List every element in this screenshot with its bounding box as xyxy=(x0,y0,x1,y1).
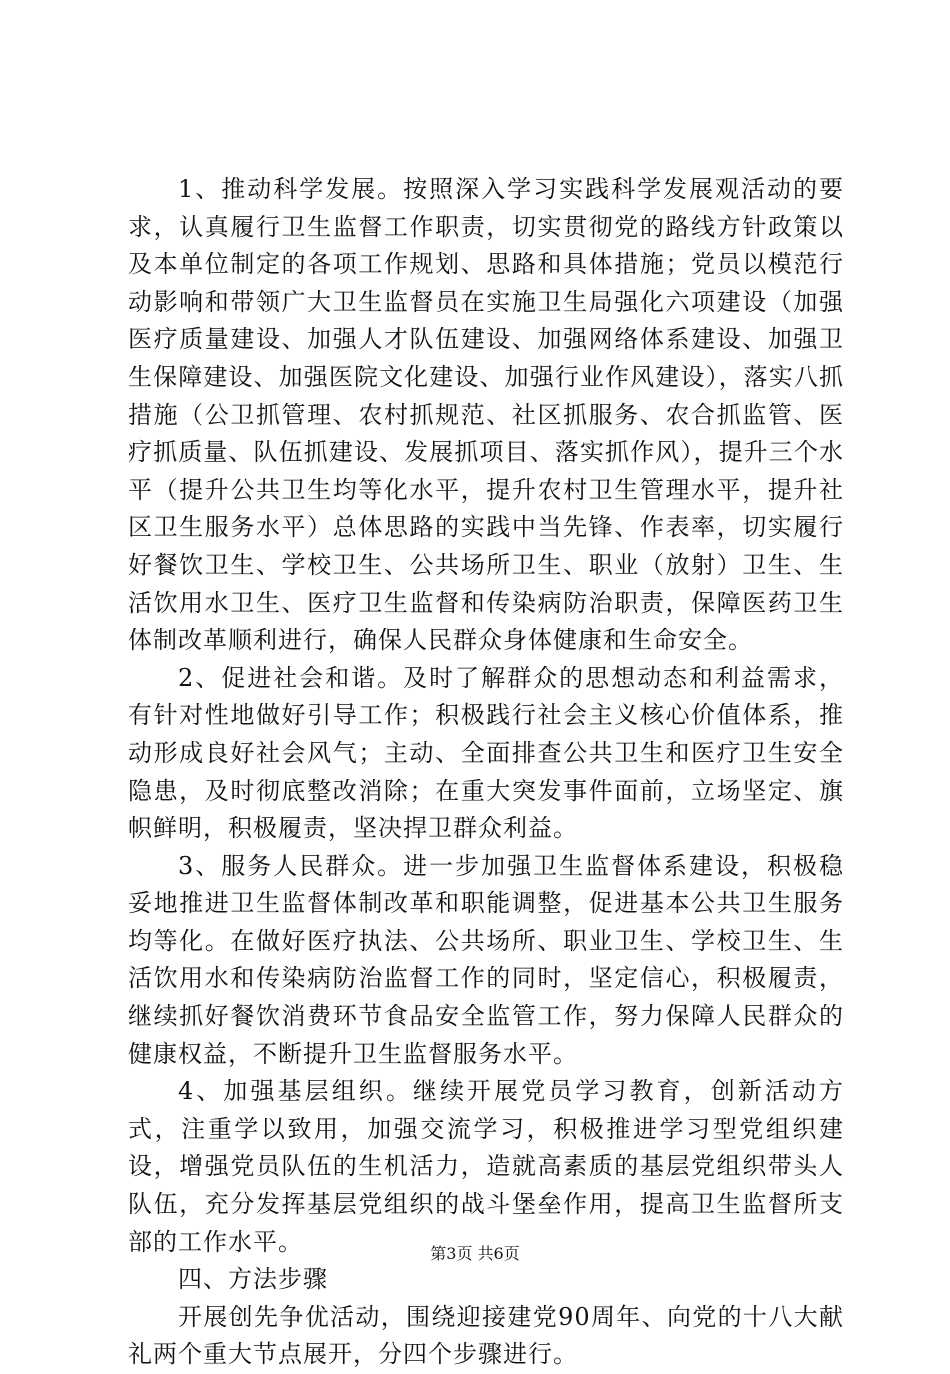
paragraph-activity-steps: 开展创先争优活动，围绕迎接建党90周年、向党的十八大献礼两个重大节点展开，分四个步骤进行。 xyxy=(128,1302,844,1369)
paragraph-serve-people: 3、服务人民群众。进一步加强卫生监督体系建设，积极稳妥地推进卫生监督体制改革和职能调整，促进基本公共卫生服务均等化。在做好医疗执法、公共场所、职业卫生、学校卫生、生活饮用水和传染病防治监督工作的同时，坚定信心，积极履责，继续抓好餐饮消费环节食品安全监管工作，努力保障人民群众的健康权益，不断提升卫生监督服务水平。 xyxy=(128,851,844,1068)
paragraph-strengthen-organization: 4、加强基层组织。继续开展党员学习教育，创新活动方式，注重学以致用，加强交流学习，积极推进学习型党组织建设，增强党员队伍的生机活力，造就高素质的基层党组织带头人队伍，充分发挥基层党组织的战斗堡垒作用，提高卫生监督所支部的工作水平。 xyxy=(128,1077,844,1256)
page-number-footer: 第3页 共6页 xyxy=(430,1244,520,1263)
paragraph-promote-harmony: 2、促进社会和谐。及时了解群众的思想动态和利益需求，有针对性地做好引导工作；积极践行社会主义核心价值体系，推动形成良好社会风气；主动、全面排查公共卫生和医疗卫生安全隐患，及时彻底整改消除；在重大突发事件面前，立场坚定、旗帜鲜明，积极履责，坚决捍卫群众利益。 xyxy=(128,663,844,843)
document-body xyxy=(128,171,844,1374)
section-heading-method-steps: 四、方法步骤 xyxy=(178,1265,328,1294)
paragraph-promote-development: 1、推动科学发展。按照深入学习实践科学发展观活动的要求，认真履行卫生监督工作职责，切实贯彻党的路线方针政策以及本单位制定的各项工作规划、思路和具体措施；党员以模范行动影响和带领广大卫生监督员在实施卫生局强化六项建设（加强医疗质量建设、加强人才队伍建设、加强网络体系建设、加强卫生保障建设、加强医院文化建设、加强行业作风建设），落实八抓措施（公卫抓管理、农村抓规范、社区抓服务、农合抓监管、医疗抓质量、队伍抓建设、发展抓项目、落实抓作风），提升三个水平（提升公共卫生均等化水平，提升农村卫生管理水平，提升社区卫生服务水平）总体思路的实践中当先锋、作表率，切实履行好餐饮卫生、学校卫生、公共场所卫生、职业（放射）卫生、生活饮用水卫生、医疗卫生监督和传染病防治职责，保障医药卫生体制改革顺利进行，确保人民群众身体健康和生命安全。 xyxy=(128,175,844,655)
